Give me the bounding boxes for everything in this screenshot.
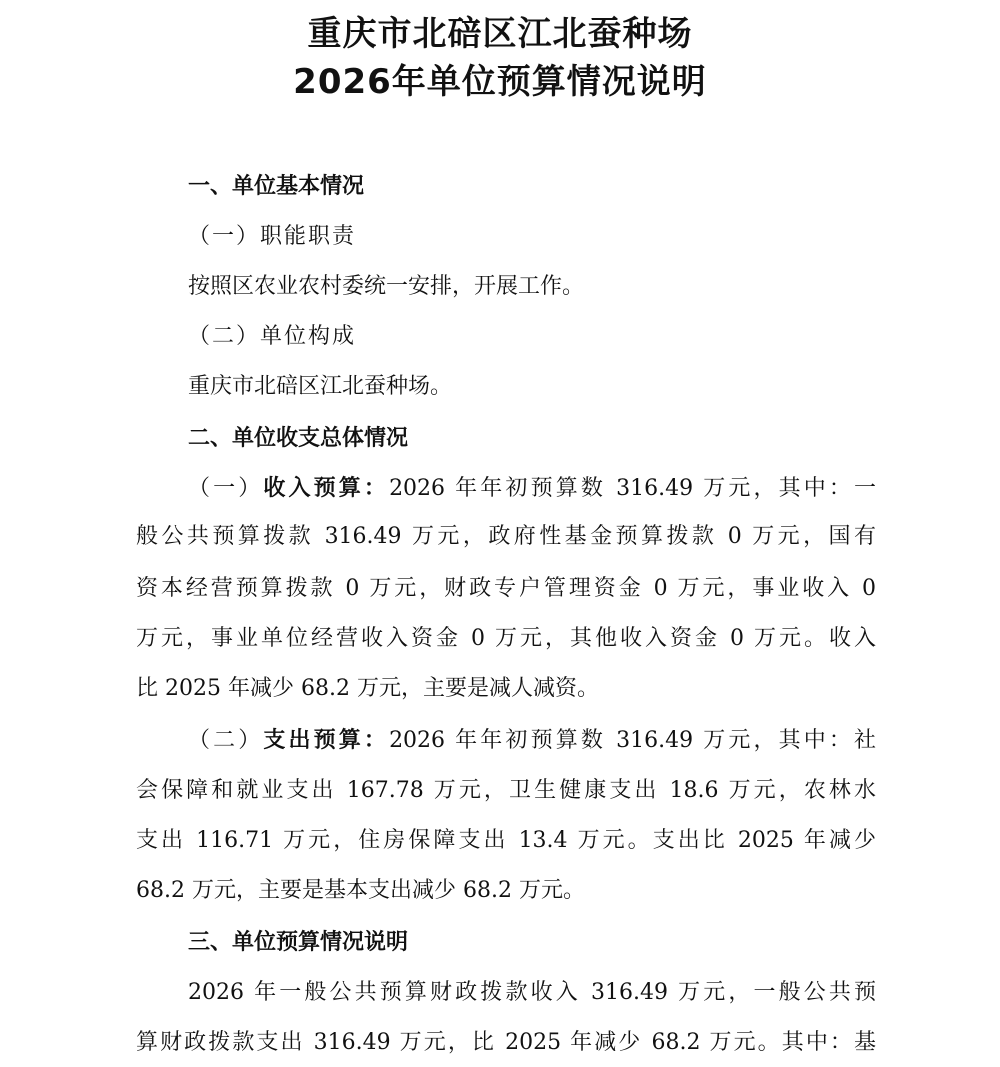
section-1-sub-2-text: 重庆市北碚区江北蚕种场。 (188, 374, 453, 399)
income-paragraph-line-4: 万元，事业单位经营收入资金 0 万元，其他收入资金 0 万元。收入 (136, 626, 876, 651)
document-title-line-2: 2026年单位预算情况说明 (293, 62, 707, 102)
income-line-1-rest: 2026 年年初预算数 316.49 万元，其中：一 (389, 476, 876, 501)
document-title-line-1: 重庆市北碚区江北蚕种场 (307, 14, 693, 54)
expense-paragraph-line-3: 支出 116.71 万元，住房保障支出 13.4 万元。支出比 2025 年减少 (136, 828, 876, 853)
section-3-line-1: 2026 年一般公共预算财政拨款收入 316.49 万元，一般公共预 (188, 980, 876, 1005)
section-3-line-2: 算财政拨款支出 316.49 万元，比 2025 年减少 68.2 万元。其中：基 (136, 1030, 876, 1055)
expense-label: 支出预算： (263, 728, 390, 753)
expense-lead: （二） (188, 728, 264, 753)
income-paragraph-line-1 (188, 474, 876, 504)
income-paragraph-line-5: 比 2025 年减少 68.2 万元，主要是减人减资。 (136, 676, 599, 701)
expense-line-1-rest: 2026 年年初预算数 316.49 万元，其中：社 (389, 728, 876, 753)
income-label: 收入预算： (263, 476, 390, 501)
section-1-sub-1-text: 按照区农业农村委统一安排，开展工作。 (188, 274, 585, 299)
expense-paragraph-line-2: 会保障和就业支出 167.78 万元，卫生健康支出 18.6 万元，农林水 (136, 778, 876, 803)
section-1-sub-1-heading: （一）职能职责 (188, 224, 357, 249)
section-1-sub-2-heading: （二）单位构成 (188, 324, 357, 349)
section-2-heading: 二、单位收支总体情况 (188, 426, 409, 451)
income-paragraph-line-3: 资本经营预算拨款 0 万元，财政专户管理资金 0 万元，事业收入 0 (136, 576, 876, 601)
expense-paragraph-line-1 (188, 726, 876, 756)
section-3-heading: 三、单位预算情况说明 (188, 930, 409, 955)
section-1-heading: 一、单位基本情况 (188, 174, 365, 199)
income-lead: （一） (188, 476, 264, 501)
expense-paragraph-line-4: 68.2 万元，主要是基本支出减少 68.2 万元。 (136, 878, 585, 903)
income-paragraph-line-2: 般公共预算拨款 316.49 万元，政府性基金预算拨款 0 万元，国有 (136, 524, 876, 549)
